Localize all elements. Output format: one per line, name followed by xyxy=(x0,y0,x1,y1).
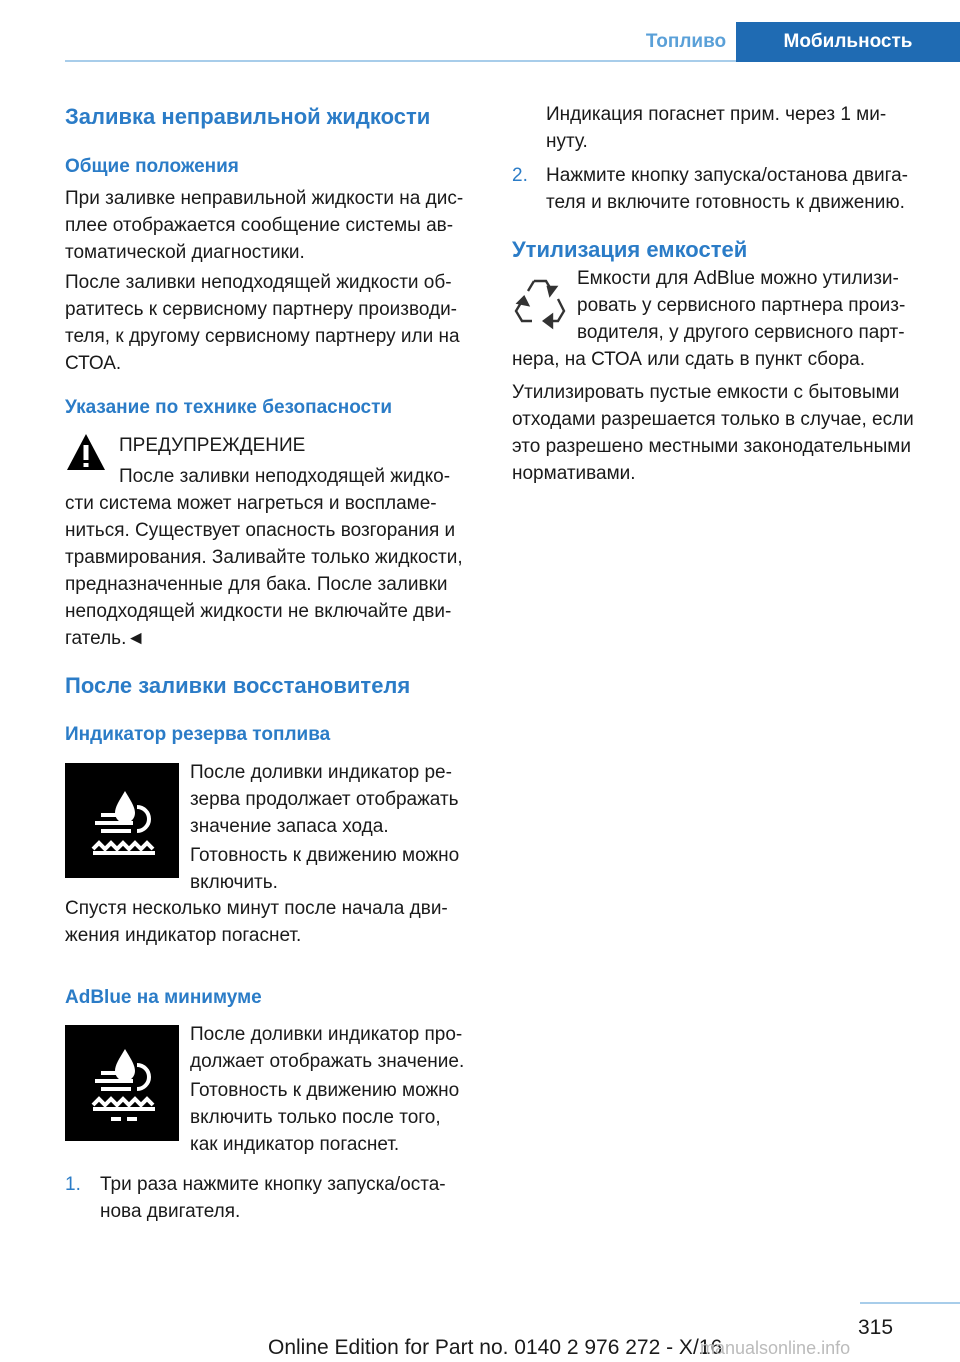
step-2-number: 2. xyxy=(512,165,528,186)
heading-disposal: Утилизация емкостей xyxy=(512,237,748,262)
heading-safety: Указание по технике безопасности xyxy=(65,397,393,418)
heading-adblue-min: AdBlue на минимуме xyxy=(65,987,262,1008)
heading-reserve-indicator: Индикатор резерва топлива xyxy=(65,724,331,745)
adblue-reserve-indicator-icon xyxy=(65,763,179,878)
adblue-minimum-indicator-icon xyxy=(65,1025,179,1141)
paragraph-disposal-top: Емкости для AdBlue можно утилизи- ровать у сервисного партнера произ- водителя, у другого сервисного парт- xyxy=(577,268,906,343)
warning-text-top: После заливки неподходящей жидко- xyxy=(119,466,451,487)
edition-text: Online Edition for Part no. 0140 2 976 272 - X/16 xyxy=(268,1336,723,1359)
recycle-icon xyxy=(512,273,568,331)
step-1-number: 1. xyxy=(65,1174,81,1195)
header-divider xyxy=(65,60,736,62)
adblue-minimum-indicator xyxy=(65,1025,179,1141)
heading-after-reductant: После заливки восстановителя xyxy=(65,673,411,698)
step-1-text: Три раза нажмите кнопку запуска/оста- нова двигателя. xyxy=(100,1174,446,1222)
heading-wrong-fluid: Заливка неправильной жидкости xyxy=(65,104,431,129)
paragraph-reserve-3: Спустя несколько минут после начала дви- жения индикатор погаснет. xyxy=(65,898,448,946)
adblue-reserve-indicator xyxy=(65,763,179,878)
step-1-continuation: Индикация погаснет прим. через 1 ми- нуту. xyxy=(546,104,887,152)
paragraph-general-1: При заливке неправильной жидкости на дис- плее отображается сообщение системы ав- томатической диагностики. xyxy=(65,188,464,263)
paragraph-general-2: После заливки неподходящей жидкости об- ратитесь к сервисному партнеру производи- теля, к другому сервисному партнеру или на СТОА. xyxy=(65,272,460,374)
paragraph-reserve-2: Готовность к движению можно включить. xyxy=(190,845,460,893)
paragraph-disposal-2: Утилизировать пустые емкости с бытовыми отходами разрешается только в случае, если это разрешено местными законодательными нормативами. xyxy=(512,382,914,484)
paragraph-disposal-rest: нера, на СТОА или сдать в пункт сбора. xyxy=(512,349,865,370)
header-tabs xyxy=(636,22,960,62)
tab-fuel[interactable]: Топливо xyxy=(645,31,727,52)
step-2-text: Нажмите кнопку запуска/останова двига- теля и включите готовность к движению. xyxy=(546,165,909,213)
heading-general: Общие положения xyxy=(65,156,239,177)
tab-mobility[interactable]: Мобильность xyxy=(736,22,960,62)
paragraph-reserve-1: После доливки индикатор ре- зерва продолжает отображать значение запаса хода. xyxy=(190,762,459,837)
warning-triangle-icon xyxy=(65,432,107,472)
warning-text-rest: сти система может нагреться и воспламе- ниться. Существует опасность возгорания и травмирования. Заливайте только жидкости, предназначенные для бака. После заливки неподходящей жидкости не включайте дви- гатель.◄ xyxy=(65,493,463,649)
paragraph-adblue-2: Готовность к движению можно включить только после того, как индикатор погаснет. xyxy=(190,1080,460,1155)
watermark: manualsonline.info xyxy=(700,1338,851,1358)
paragraph-adblue-1: После доливки индикатор про- должает отображать значение. xyxy=(190,1024,465,1072)
page-number: 315 xyxy=(858,1316,894,1339)
warning-title: ПРЕДУПРЕЖДЕНИЕ xyxy=(119,435,306,456)
footer-divider xyxy=(860,1302,960,1304)
